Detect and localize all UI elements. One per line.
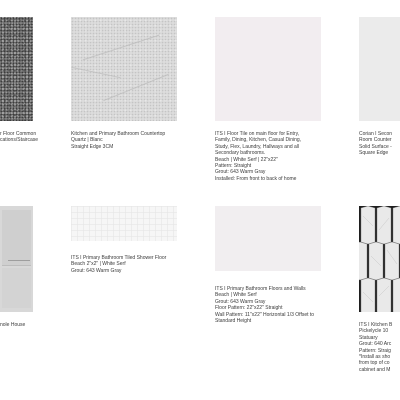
caption-shower-floor [71, 255, 166, 274]
quartz-swatch [71, 17, 177, 121]
caption-line: Pattern: Straight [215, 163, 252, 170]
hex-backsplash-swatch [359, 206, 400, 312]
caption-corian [359, 131, 392, 157]
caption-line: from top of co [359, 360, 390, 367]
whole-house-swatch [0, 206, 33, 312]
caption-line: Corian I Secon [359, 131, 393, 137]
caption-line: Statuary [359, 334, 378, 341]
caption-kitchen-backsplash [359, 322, 392, 373]
caption-line: Solid Surface - [359, 143, 392, 150]
granite-swatch [0, 17, 33, 121]
caption-line: cabinet and M [359, 366, 391, 373]
caption-line: *Install as sho [359, 354, 391, 361]
caption-line: Beach 2"x2" | White Serf [71, 261, 126, 268]
caption-line: nole House [0, 322, 26, 328]
caption-line: r Floor Common [0, 131, 37, 137]
corian-swatch [359, 17, 400, 121]
caption-line: Floor Pattern: 22"x22" Straight [215, 305, 283, 312]
caption-line: Beach | White Serf | 22"x22" [215, 156, 278, 163]
caption-floor-common [0, 131, 38, 144]
caption-line: ITS I Kitchen B [359, 322, 393, 328]
caption-line: ITS I Primary Bathroom Tiled Shower Floor [71, 255, 167, 261]
caption-countertop [71, 131, 165, 150]
caption-line: Study, Flex, Laundry, Hallways and all [215, 143, 300, 150]
caption-line: Beach | White Serf [215, 292, 257, 299]
caption-line: cations/Staircase [0, 137, 39, 144]
caption-line: Grout: 640 Arc [359, 341, 392, 348]
caption-line: Pattern: Straig [359, 347, 391, 354]
caption-line: Straight Edge 3CM [71, 143, 114, 150]
caption-line: Family, Dining, Kitchen, Casual Dining, [215, 137, 302, 144]
caption-line: ITS I Primary Bathroom Floors and Walls [215, 286, 306, 292]
board-trim [8, 260, 30, 261]
caption-bath-floors-walls [215, 286, 314, 324]
caption-line: Kitchen and Primary Bathroom Countertop [71, 131, 166, 137]
caption-line: ITS I Floor Tile on main floor for Entry, [215, 131, 300, 137]
caption-line: Room Counter [359, 137, 392, 144]
caption-line: Grout: 643 Warm Gray [215, 169, 266, 176]
caption-line: Grout: 643 Warm Gray [215, 298, 266, 305]
caption-whole-house [0, 322, 25, 328]
caption-line: Square Edge [359, 150, 389, 157]
caption-line: Pickelycle 10 [359, 328, 389, 335]
caption-line: Standard Height [215, 318, 252, 325]
hex-tile-pattern [359, 206, 400, 312]
caption-line: Wall Pattern: 11"x22" Horizontal 1/3 Offset to [215, 311, 315, 318]
caption-line: Quartz | Blanc [71, 137, 103, 144]
board-panel [2, 210, 31, 266]
caption-line: Installed: From front to back of home [215, 175, 297, 182]
board-panel [2, 268, 31, 308]
shower-floor-mosaic-swatch [71, 206, 177, 241]
caption-floor-tile [215, 131, 301, 182]
caption-line: Secondary bathrooms. [215, 150, 266, 157]
caption-line: Grout: 643 Warm Gray [71, 267, 122, 274]
marble-floor-swatch [215, 17, 321, 121]
bath-floor-wall-swatch [215, 206, 321, 271]
